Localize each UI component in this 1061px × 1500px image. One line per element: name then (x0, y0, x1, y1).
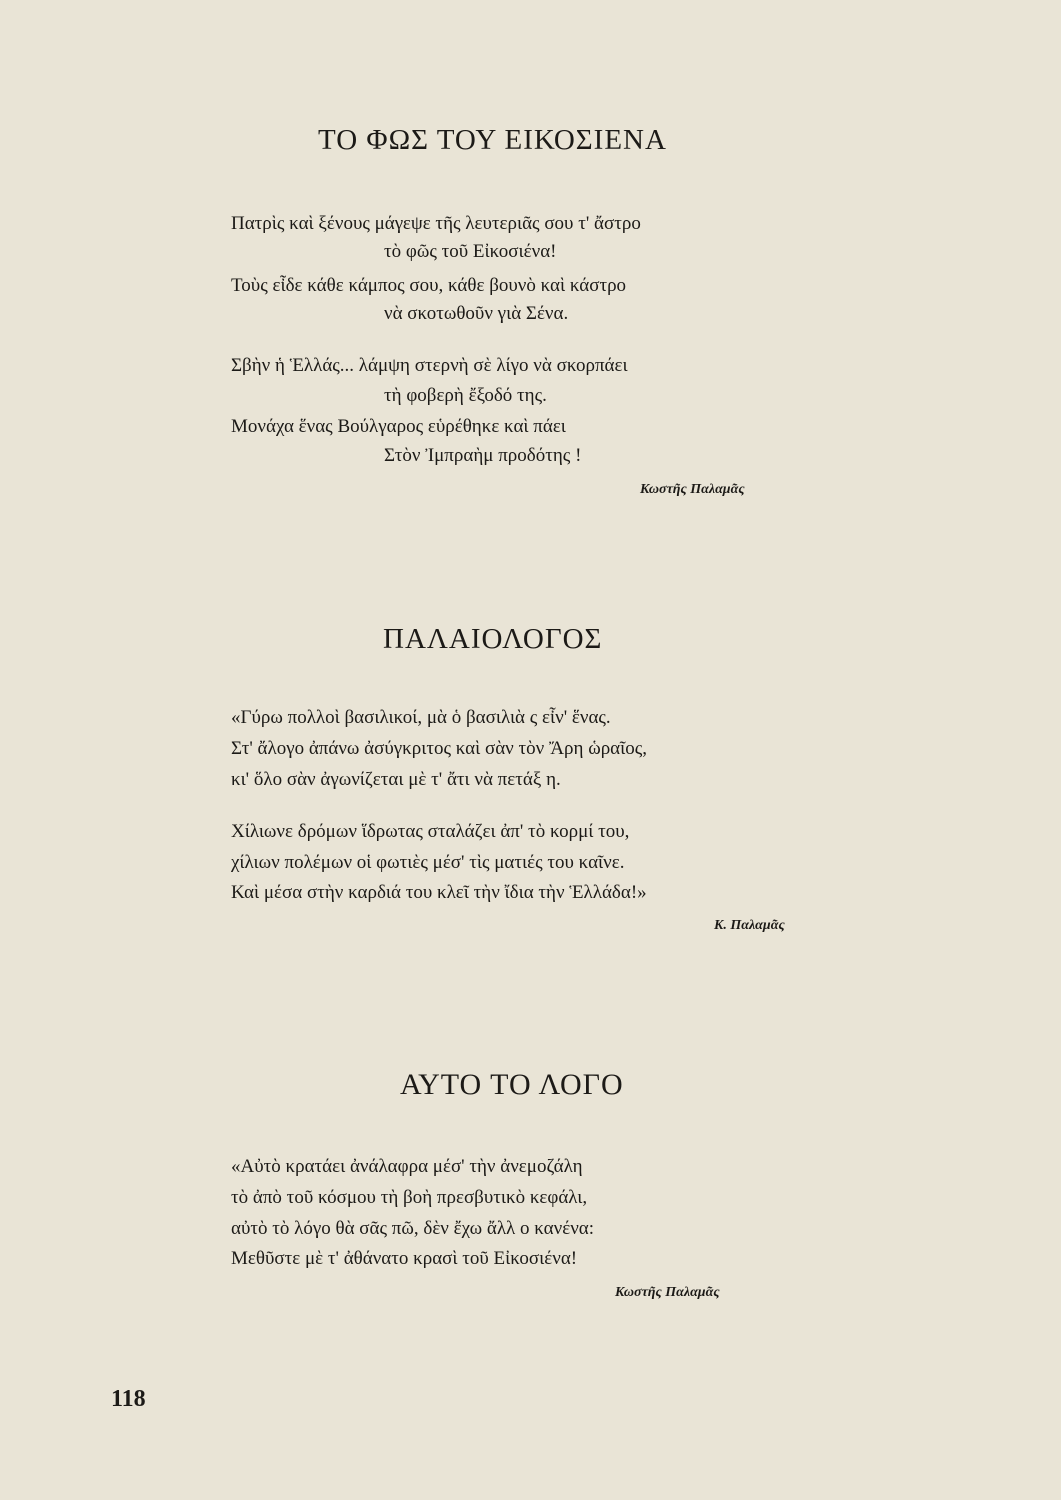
poem-line: τὸ ἀπὸ τοῦ κόσμου τὴ βοὴ πρεσβυτικὸ κεφάλι, (231, 1187, 588, 1208)
poem-line: Σβὴν ἡ Ἑλλάς... λάμψη στερνὴ σὲ λίγο νὰ σκορπάει (231, 355, 628, 376)
poem-line: χίλιων πολέμων οἱ φωτιὲς μέσ' τὶς ματιές του καῖνε. (231, 852, 625, 873)
poem-line: Χίλιωνε δρόμων ἵδρωτας σταλάζει ἀπ' τὸ κορμί του, (231, 821, 630, 842)
poem-line: αὐτὸ τὸ λόγο θὰ σᾶς πῶ, δὲν ἔχω ἄλλ ο κανένα: (231, 1218, 595, 1239)
poem-signature: Κωστῆς Παλαμᾶς (615, 1285, 720, 1300)
poem-line: Μεθῦστε μὲ τ' ἀθάνατο κρασὶ τοῦ Εἰκοσιένα! (231, 1248, 578, 1269)
poem-signature: Κωστῆς Παλαμᾶς (640, 482, 745, 497)
poem-line: κι' ὅλο σὰν ἀγωνίζεται μὲ τ' ἄτι νὰ πετάξ η. (231, 769, 561, 790)
poem-line: τὸ φῶς τοῦ Εἰκοσιένα! (384, 241, 557, 262)
poem-line: Στὸν Ἰμπραὴμ προδότης ! (384, 445, 582, 466)
poem-line: Τοὺς εἶδε κάθε κάμπος σου, κάθε βουνὸ καὶ κάστρο (231, 275, 627, 296)
poem-title: ΤΟ ΦΩΣ ΤΟΥ ΕΙΚΟΣΙΕΝΑ (318, 124, 667, 156)
poem-signature: Κ. Παλαμᾶς (714, 918, 785, 933)
poem-line: νὰ σκοτωθοῦν γιὰ Σένα. (384, 303, 569, 324)
poem-title: ΠΑΛΑΙΟΛΟΓΟΣ (383, 623, 603, 655)
poem-line: Μονάχα ἕνας Βούλγαρος εὑρέθηκε καὶ πάει (231, 416, 566, 437)
poem-line: «Γύρω πολλοὶ βασιλικοί, μὰ ὁ βασιλιὰ ς εἶν' ἕνας. (231, 707, 611, 728)
poem-line: Καὶ μέσα στὴν καρδιά του κλεῖ τὴν ἴδια τὴν Ἑλλάδα!» (231, 882, 647, 903)
poem-line: «Αὐτὸ κρατάει ἀνάλαφρα μέσ' τὴν ἀνεμοζάλη (231, 1156, 583, 1177)
poem-title: ΑΥΤΟ ΤΟ ΛΟΓΟ (400, 1068, 624, 1101)
poem-line: Στ' ἄλογο ἀπάνω ἀσύγκριτος καὶ σὰν τὸν Ἄρη ὡραῖος, (231, 738, 648, 759)
poem-line: Πατρὶς καὶ ξένους μάγεψε τῆς λευτεριᾶς σου τ' ἄστρο (231, 213, 641, 234)
poem-line: τὴ φοβερὴ ἔξοδό της. (384, 385, 547, 406)
page-number: 118 (111, 1386, 146, 1412)
